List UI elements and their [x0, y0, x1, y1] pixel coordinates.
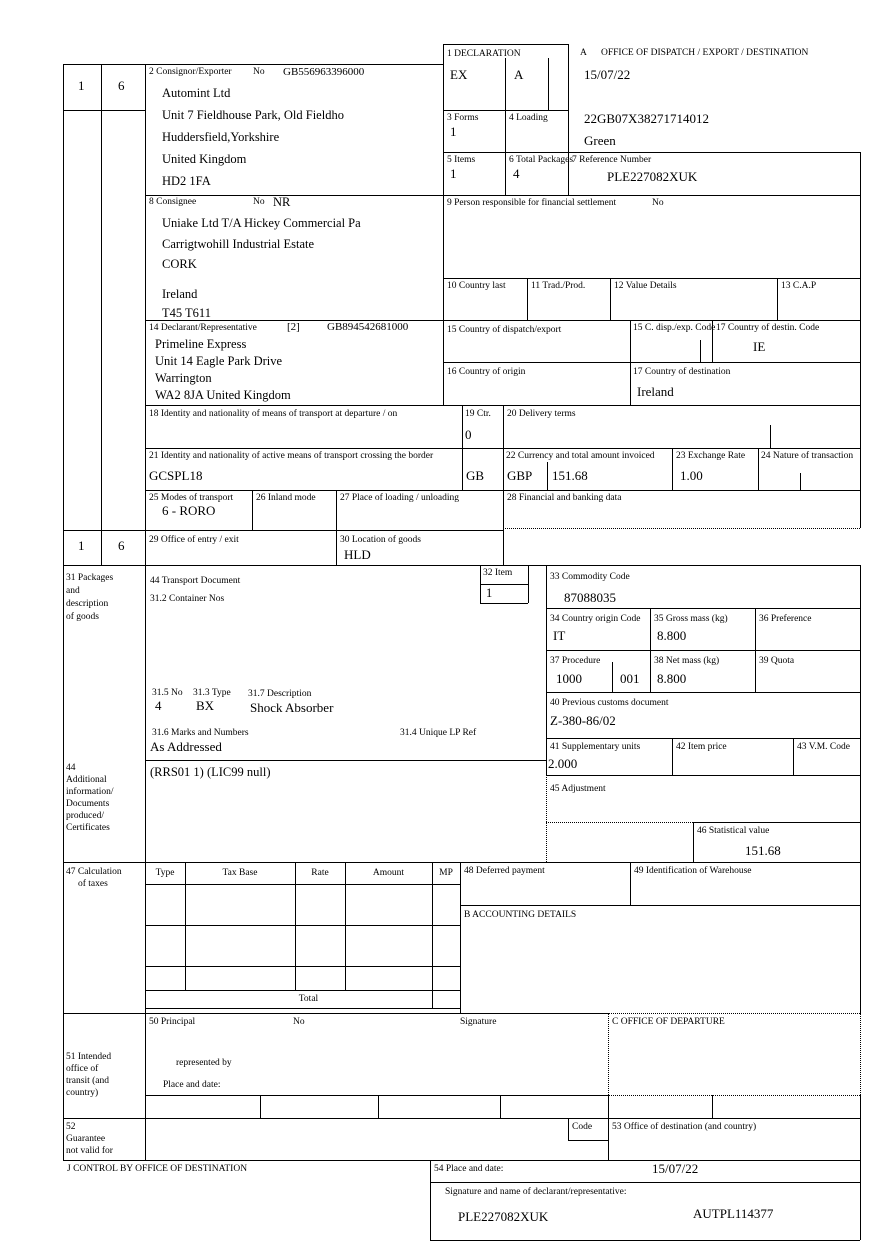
box44-strip-line: 44 [66, 763, 76, 773]
box16-label: 16 Country of origin [447, 367, 526, 377]
line [145, 760, 546, 761]
copy-number-cell: 6 [118, 538, 125, 553]
line [650, 608, 651, 692]
box53-label: 53 Office of destination (and country) [612, 1122, 757, 1132]
box8-no-label: No [253, 197, 265, 207]
box31-strip-line: and [66, 586, 80, 596]
box40-label: 40 Previous customs document [550, 698, 669, 708]
box46-label: 46 Statistical value [697, 826, 770, 836]
line [505, 58, 506, 195]
box8-address-line: Uniake Ltd T/A Hickey Commercial Pa [162, 216, 361, 230]
box3-label: 3 Forms [447, 113, 479, 123]
box51-strip-line: transit (and [66, 1076, 110, 1086]
line [568, 1118, 569, 1140]
line [260, 1095, 261, 1118]
box18-label: 18 Identity and nationality of means of transport at departure / on [149, 409, 398, 419]
copy-number-cell: 6 [118, 78, 125, 93]
line [546, 650, 860, 651]
line [63, 565, 860, 566]
box30-value: HLD [344, 547, 371, 562]
sectionB-label: B ACCOUNTING DETAILS [464, 910, 577, 920]
line [460, 905, 860, 906]
box47-strip-line: 47 Calculation [66, 867, 122, 877]
box21-nationality: GB [466, 468, 485, 483]
box33-commodity-code: 87088035 [564, 590, 616, 605]
box8-label: 8 Consignee [149, 197, 197, 207]
line [145, 195, 860, 196]
line [527, 278, 528, 320]
box54-label: 54 Place and date: [434, 1164, 504, 1174]
dotted-line [608, 1095, 860, 1096]
box40-value: Z-380-86/02 [550, 713, 616, 728]
box34-label: 34 Country origin Code [550, 614, 641, 624]
tax-col-header: Tax Base [222, 868, 258, 878]
copy-number-cell: 1 [78, 538, 85, 553]
line [758, 448, 759, 490]
box23-value: 1.00 [680, 468, 703, 483]
dotted-line [546, 775, 547, 862]
box52-code-label: Code [572, 1122, 593, 1132]
box45-label: 45 Adjustment [550, 784, 606, 794]
box52-strip-line: not valid for [66, 1146, 113, 1156]
box31-7-description: Shock Absorber [250, 700, 334, 715]
box1-label: 1 DECLARATION [447, 49, 521, 59]
box15-label: 15 Country of dispatch/export [447, 325, 562, 335]
box31-4-label: 31.4 Unique LP Ref [400, 728, 477, 738]
box30-label: 30 Location of goods [340, 535, 422, 545]
line [63, 64, 443, 65]
line [145, 966, 460, 967]
line [500, 1095, 501, 1118]
box35-label: 35 Gross mass (kg) [654, 614, 728, 624]
line [700, 340, 701, 362]
box9-no-label: No [652, 198, 664, 208]
box44-documents-value: (RRS01 1) (LIC99 null) [150, 765, 271, 779]
box31-6-label: 31.6 Marks and Numbers [152, 728, 249, 738]
box1-declaration-subtype: A [514, 67, 524, 82]
box6-label: 6 Total Packages [509, 155, 574, 165]
line [145, 1095, 608, 1096]
line [793, 738, 794, 775]
box17-label: 17 Country of destination [633, 367, 731, 377]
box13-label: 13 C.A.P [781, 281, 817, 291]
box37-label: 37 Procedure [550, 656, 601, 666]
line [546, 565, 547, 775]
line [568, 44, 569, 195]
box4-label: 4 Loading [509, 113, 548, 123]
dotted-line [608, 1013, 860, 1014]
box5-label: 5 Items [447, 155, 476, 165]
box14-address-line: Primeline Express [155, 337, 247, 351]
box31-7-label: 31.7 Description [248, 689, 312, 699]
box14-label: 14 Declarant/Representative [149, 323, 257, 333]
dotted-line [503, 528, 860, 529]
box31-2-label: 31.2 Container Nos [150, 594, 225, 604]
line [432, 862, 433, 1008]
box31-5-value: 4 [155, 698, 162, 713]
line [63, 1160, 860, 1161]
box2-no-label: No [253, 67, 265, 77]
box31-strip-line: 31 Packages [66, 573, 114, 583]
line [528, 565, 529, 603]
box2-address-line: HD2 1FA [162, 174, 211, 188]
box10-label: 10 Country last [447, 281, 506, 291]
box44-strip-line: produced/ [66, 811, 104, 821]
box35-value: 8.800 [657, 628, 687, 643]
box41-label: 41 Supplementary units [550, 742, 641, 752]
line [443, 362, 860, 363]
box54-signature-label: Signature and name of declarant/representative: [445, 1187, 627, 1197]
line [462, 405, 463, 490]
officeA-letter: A [580, 48, 587, 58]
line [430, 1160, 431, 1240]
line [63, 1118, 860, 1119]
box52-strip-line: Guarantee [66, 1134, 106, 1144]
line [548, 58, 549, 110]
box49-label: 49 Identification of Warehouse [634, 866, 752, 876]
line [145, 64, 146, 1160]
line [568, 1140, 608, 1141]
line [610, 278, 611, 320]
box6-value: 4 [513, 166, 520, 181]
box38-label: 38 Net mass (kg) [654, 656, 720, 666]
box51-strip-line: office of [66, 1064, 99, 1074]
line [145, 925, 460, 926]
line [101, 64, 102, 565]
box8-address-line: CORK [162, 257, 197, 271]
line [336, 490, 337, 565]
box32-label: 32 Item [483, 568, 513, 578]
dotted-line [546, 822, 693, 823]
box51-strip-line: country) [66, 1088, 99, 1098]
line [443, 44, 444, 405]
box31-strip-line: description [66, 599, 109, 609]
box27-label: 27 Place of loading / unloading [340, 493, 459, 503]
box46-statistical-value: 151.68 [745, 843, 781, 858]
line [777, 278, 778, 320]
line [503, 405, 504, 565]
box19-label: 19 Ctr. [465, 409, 491, 419]
box1-declaration-type: EX [450, 67, 468, 82]
box14-eori: GB894542681000 [327, 321, 409, 333]
line [345, 862, 346, 990]
box37-procedure-code: 1000 [556, 671, 582, 686]
line [378, 1095, 379, 1118]
box23-label: 23 Exchange Rate [676, 451, 746, 461]
box31-5-label: 31.5 No [152, 688, 183, 698]
line [63, 110, 145, 111]
dotted-line [608, 1013, 609, 1095]
box17a-label: 17 Country of destin. Code [716, 323, 820, 333]
box31-strip-line: of goods [66, 612, 99, 622]
line [672, 448, 673, 490]
box54-date: 15/07/22 [652, 1161, 699, 1176]
box2-eori: GB556963396000 [283, 66, 365, 78]
box31-3-value: BX [196, 698, 215, 713]
box26-label: 26 Inland mode [256, 493, 316, 503]
line [860, 1095, 861, 1240]
box14-address-line: Unit 14 Eagle Park Drive [155, 354, 283, 368]
box17a-value: IE [753, 339, 766, 354]
box50-no-label: No [293, 1017, 305, 1027]
box50-signature-label: Signature [460, 1017, 497, 1027]
box42-label: 42 Item price [676, 742, 727, 752]
line [860, 152, 861, 528]
line [547, 462, 548, 490]
copy-number-cell: 1 [78, 78, 85, 93]
tax-col-header: MP [439, 868, 453, 878]
box38-value: 8.800 [657, 671, 687, 686]
line [693, 822, 694, 862]
box22-label: 22 Currency and total amount invoiced [506, 451, 655, 461]
box36-label: 36 Preference [759, 614, 812, 624]
line [612, 662, 613, 692]
line [460, 862, 461, 1013]
line [252, 490, 253, 530]
box54-reference: PLE227082XUK [458, 1209, 549, 1224]
box33-label: 33 Commodity Code [550, 572, 630, 582]
line [145, 1008, 460, 1009]
box7-reference-number: PLE227082XUK [607, 169, 698, 184]
box21-transport-id: GCSPL18 [149, 468, 203, 483]
line [63, 64, 64, 1160]
box31-6-marks: As Addressed [150, 739, 222, 754]
line [608, 1095, 609, 1160]
box54-authorisation: AUTPL114377 [693, 1206, 774, 1221]
box9-label: 9 Person responsible for financial settlement [447, 198, 617, 208]
box50-label: 50 Principal [149, 1017, 196, 1027]
line [443, 44, 568, 45]
box20-label: 20 Delivery terms [507, 409, 576, 419]
line [546, 738, 860, 739]
line [63, 530, 503, 531]
line [546, 692, 860, 693]
line [430, 1182, 860, 1183]
line [185, 862, 186, 990]
box7-label: 7 Reference Number [572, 155, 652, 165]
box39-label: 39 Quota [759, 656, 795, 666]
line [145, 320, 860, 321]
box25-label: 25 Modes of transport [149, 493, 234, 503]
box32-item-number: 1 [486, 586, 493, 600]
box22-currency: GBP [507, 468, 533, 483]
tax-total-label: Total [298, 994, 319, 1004]
sectionC-label: C OFFICE OF DEPARTURE [612, 1017, 725, 1027]
box29-label: 29 Office of entry / exit [149, 535, 239, 545]
box2-address-line: Unit 7 Fieldhouse Park, Old Fieldho [162, 108, 344, 122]
line [430, 1240, 860, 1241]
box12-label: 12 Value Details [614, 281, 677, 291]
box25-value: 6 - RORO [162, 503, 216, 518]
line [755, 608, 756, 692]
officeA-title: OFFICE OF DISPATCH / EXPORT / DESTINATION [601, 48, 809, 58]
tax-col-header: Amount [372, 868, 405, 878]
box48-label: 48 Deferred payment [464, 866, 545, 876]
box41-value: 2.000 [548, 756, 578, 771]
tax-col-header: Rate [311, 868, 329, 878]
box21-label: 21 Identity and nationality of active means of transport crossing the border [149, 451, 434, 461]
box2-address-line: Huddersfield,Yorkshire [162, 130, 280, 144]
sectionJ-label: J CONTROL BY OFFICE OF DESTINATION [67, 1164, 248, 1174]
box31-3-label: 31.3 Type [193, 688, 231, 698]
box28-label: 28 Financial and banking data [507, 493, 622, 503]
box44-transport-label: 44 Transport Document [150, 576, 241, 586]
box2-label: 2 Consignor/Exporter [149, 67, 232, 77]
line [63, 862, 860, 863]
box8-id: NR [273, 195, 291, 209]
box14-address-line: WA2 8JA United Kingdom [155, 388, 291, 402]
box15a-label: 15 C. disp./exp. Code [633, 323, 716, 333]
routing-indicator: Green [584, 133, 616, 148]
box34-value: IT [553, 628, 566, 643]
line [800, 473, 801, 490]
box17-value: Ireland [637, 384, 674, 399]
box11-label: 11 Trad./Prod. [531, 281, 586, 291]
line [630, 320, 631, 405]
box22-amount: 151.68 [552, 468, 588, 483]
box5-value: 1 [450, 166, 457, 181]
box19-value: 0 [465, 427, 472, 442]
line [630, 862, 631, 905]
line [145, 990, 460, 991]
line [860, 565, 861, 1013]
box2-address-line: Automint Ltd [162, 86, 231, 100]
box3-value: 1 [450, 124, 457, 139]
box37-procedure-code2: 001 [620, 671, 640, 686]
movement-reference-number: 22GB07X38271714012 [584, 111, 709, 126]
line [770, 425, 771, 448]
tax-col-header: Type [155, 868, 175, 878]
dotted-line [860, 1013, 861, 1095]
box8-address-line: T45 T611 [162, 306, 211, 320]
line [295, 862, 296, 990]
line [712, 1095, 713, 1118]
line [693, 822, 860, 823]
box50-place-date: Place and date: [163, 1080, 221, 1090]
box50-represented-by: represented by [176, 1058, 232, 1068]
box43-label: 43 V.M. Code [797, 742, 850, 752]
box8-address-line: Carrigtwohill Industrial Estate [162, 237, 315, 251]
box44-strip-line: Certificates [66, 823, 110, 833]
line [546, 775, 860, 776]
box52-strip-line: 52 [66, 1122, 76, 1132]
box14-code: [2] [287, 321, 300, 333]
box44-strip-line: Additional [66, 775, 107, 785]
box47-strip-line: of taxes [78, 879, 108, 889]
box2-address-line: United Kingdom [162, 152, 247, 166]
box14-address-line: Warrington [155, 371, 212, 385]
box44-strip-line: Documents [66, 799, 110, 809]
box51-strip-line: 51 Intended [66, 1052, 112, 1062]
line [480, 603, 528, 604]
line [546, 608, 860, 609]
box24-label: 24 Nature of transaction [761, 451, 854, 461]
line [480, 565, 481, 603]
line [480, 584, 528, 585]
box8-address-line: Ireland [162, 287, 198, 301]
line [443, 278, 860, 279]
line [672, 738, 673, 775]
line [145, 884, 460, 885]
officeA-date: 15/07/22 [584, 67, 631, 82]
box44-strip-line: information/ [66, 787, 114, 797]
